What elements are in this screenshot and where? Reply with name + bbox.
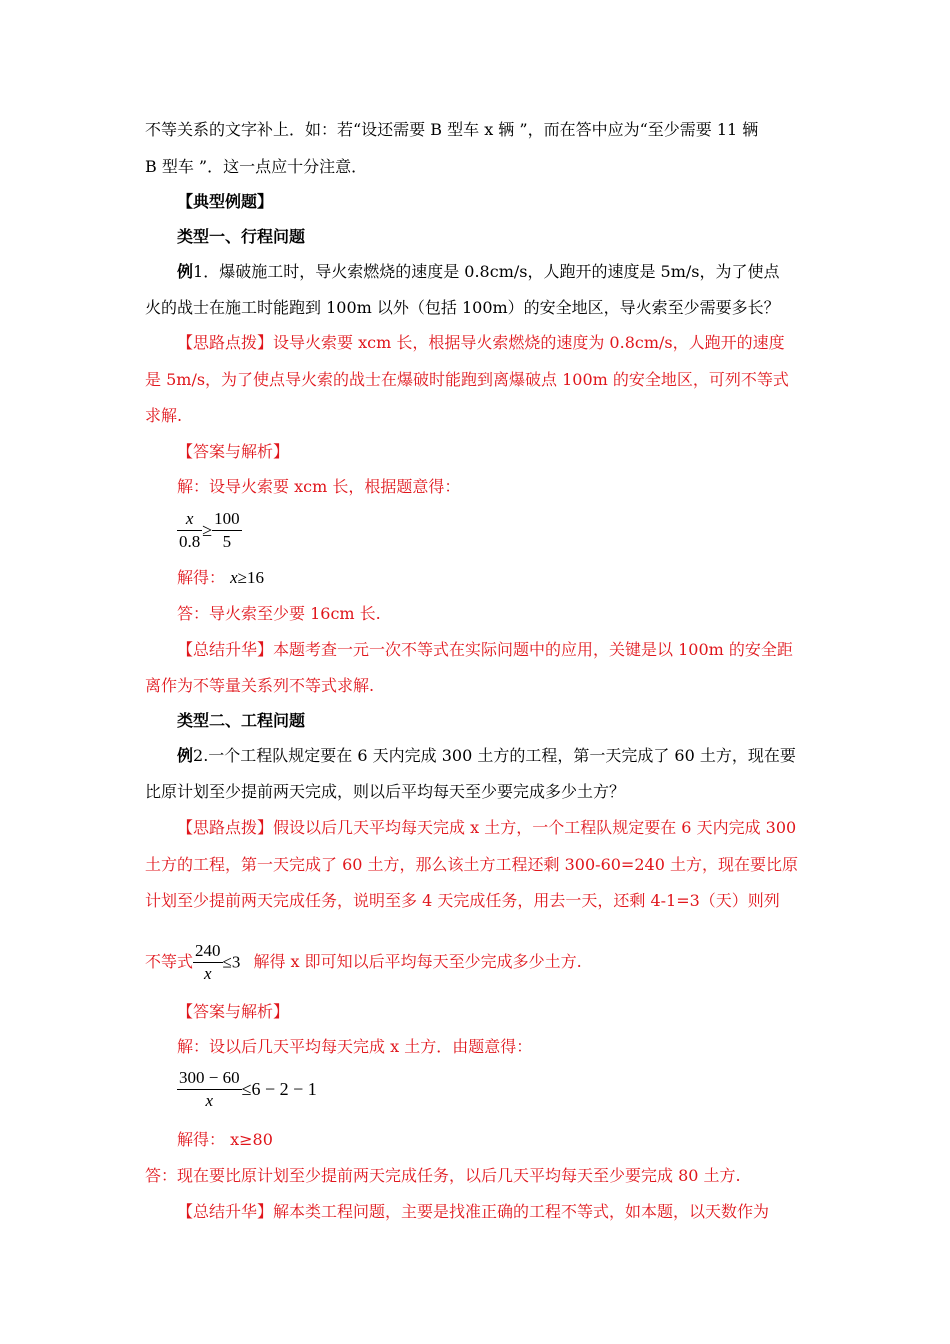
type1-hint-text-1: 设导火索要 xcm 长，根据导火索燃烧的速度为 0.8cm/s，人跑开的速度 — [273, 333, 785, 352]
type2-hint-text-1: 假设以后几天平均每天完成 x 土方，一个工程队规定要在 6 天内完成 300 — [273, 818, 797, 837]
intro-line-1: 不等关系的文字补上．如：若“设还需要 B 型车 x 辆 ”，而在答中应为“至少需要 11 辆 — [145, 120, 759, 139]
type2-summary-text-1: 解本类工程问题，主要是找准正确的工程不等式，如本题，以天数作为 — [273, 1202, 770, 1221]
type1-inequality — [177, 508, 242, 553]
type2-hint-post: 解得 x 即可知以后平均每天至少完成多少土方. — [253, 952, 582, 971]
type1-ineq-den-left: 0.8 — [179, 532, 201, 551]
type1-hint-tag: 【思路点拨】 — [177, 333, 274, 352]
type1-hint-line-3: 求解. — [145, 406, 183, 425]
type2-solve-text: 解得： x≥80 — [177, 1130, 273, 1149]
type1-ineq-fraction-right — [212, 508, 242, 553]
type2-hint-frac-num: 240 — [193, 940, 223, 963]
type2-summary-line-1 — [177, 1202, 769, 1222]
type1-solve-var: x — [230, 568, 238, 587]
type1-solve-line — [177, 568, 264, 588]
type1-ineq-fraction-left — [177, 508, 202, 553]
type2-ineq-num: 300 − 60 — [177, 1067, 242, 1090]
type2-ineq-relation: ≤6 − 2 − 1 — [241, 1079, 317, 1099]
intro-line-2: B 型车 ”．这一点应十分注意． — [145, 157, 368, 176]
type1-example-line-1 — [177, 262, 780, 282]
type1-summary-line-2: 离作为不等量关系列不等式求解. — [145, 676, 375, 695]
type2-hint-tag: 【思路点拨】 — [177, 818, 274, 837]
type1-solve-label: 解得： — [177, 568, 226, 587]
type1-example-line-2: 火的战士在施工时能跑到 100m 以外（包括 100m）的安全地区，导火索至少需要多长？ — [145, 298, 780, 317]
type2-hint-fraction — [193, 940, 223, 985]
type1-ineq-num-right: 100 — [212, 508, 242, 531]
type1-hint-line-1 — [177, 333, 785, 353]
type2-title: 类型二、工程问题 — [177, 711, 306, 730]
type1-ineq-den-right: 5 — [222, 532, 232, 551]
type1-example-text-1: 1．爆破施工时，导火索燃烧的速度是 0.8cm/s，人跑开的速度是 5m/s，为了使点 — [193, 262, 780, 281]
type2-hint-frac-den: x — [203, 964, 212, 983]
type1-summary-tag: 【总结升华】 — [177, 640, 274, 659]
type2-ineq-den: x — [205, 1091, 214, 1110]
type2-answer-tag: 【答案与解析】 — [177, 1002, 290, 1021]
type2-inequality — [177, 1067, 317, 1112]
type2-example-line-1 — [177, 746, 796, 766]
type1-title: 类型一、行程问题 — [177, 227, 306, 246]
type1-ineq-relation: ≥ — [202, 520, 213, 540]
type2-answer-text: 答：现在要比原计划至少提前两天完成任务，以后几天平均每天至少要完成 80 土方. — [145, 1166, 741, 1185]
type1-solve-rest: ≥16 — [237, 568, 264, 587]
type1-example-label: 例 — [177, 262, 194, 281]
type2-summary-tag: 【总结升华】 — [177, 1202, 274, 1221]
type2-example-label: 例 — [177, 746, 194, 765]
type2-example-text-1: 2.一个工程队规定要在 6 天内完成 300 土方的工程，第一天完成了 60 土方，现在要 — [193, 746, 796, 765]
type2-hint-line-3: 计划至少提前两天完成任务，说明至多 4 天完成任务，用去一天，还剩 4-1=3（天）则列 — [145, 891, 780, 910]
type2-solution-intro: 解：设以后几天平均每天完成 x 土方．由题意得： — [177, 1037, 533, 1056]
type2-hint-line-1 — [177, 818, 796, 838]
type2-hint-frac-rel: ≤3 — [222, 952, 241, 972]
type2-example-line-2: 比原计划至少提前两天完成，则以后平均每天至少要完成多少土方？ — [145, 782, 626, 801]
type1-answer-tag: 【答案与解析】 — [177, 442, 290, 461]
type2-hint-line-4 — [145, 940, 582, 985]
section-title: 【典型例题】 — [177, 192, 274, 211]
type2-hint-line-2: 土方的工程，第一天完成了 60 土方，那么该土方工程还剩 300-60=240 土方，现在要比原 — [145, 855, 798, 874]
type1-solution-intro: 解：设导火索要 xcm 长，根据题意得： — [177, 477, 461, 496]
type1-summary-text-1: 本题考查一元一次不等式在实际问题中的应用，关键是以 100m 的安全距 — [273, 640, 793, 659]
type2-hint-pre: 不等式 — [145, 952, 194, 971]
type2-ineq-fraction — [177, 1067, 242, 1112]
type1-hint-line-2: 是 5m/s，为了使点导火索的战士在爆破时能跑到离爆破点 100m 的安全地区，可列不等式 — [145, 370, 789, 389]
type1-ineq-num-left: x — [177, 508, 202, 531]
type1-summary-line-1 — [177, 640, 793, 660]
type1-answer-text: 答：导火索至少要 16cm 长. — [177, 604, 381, 623]
